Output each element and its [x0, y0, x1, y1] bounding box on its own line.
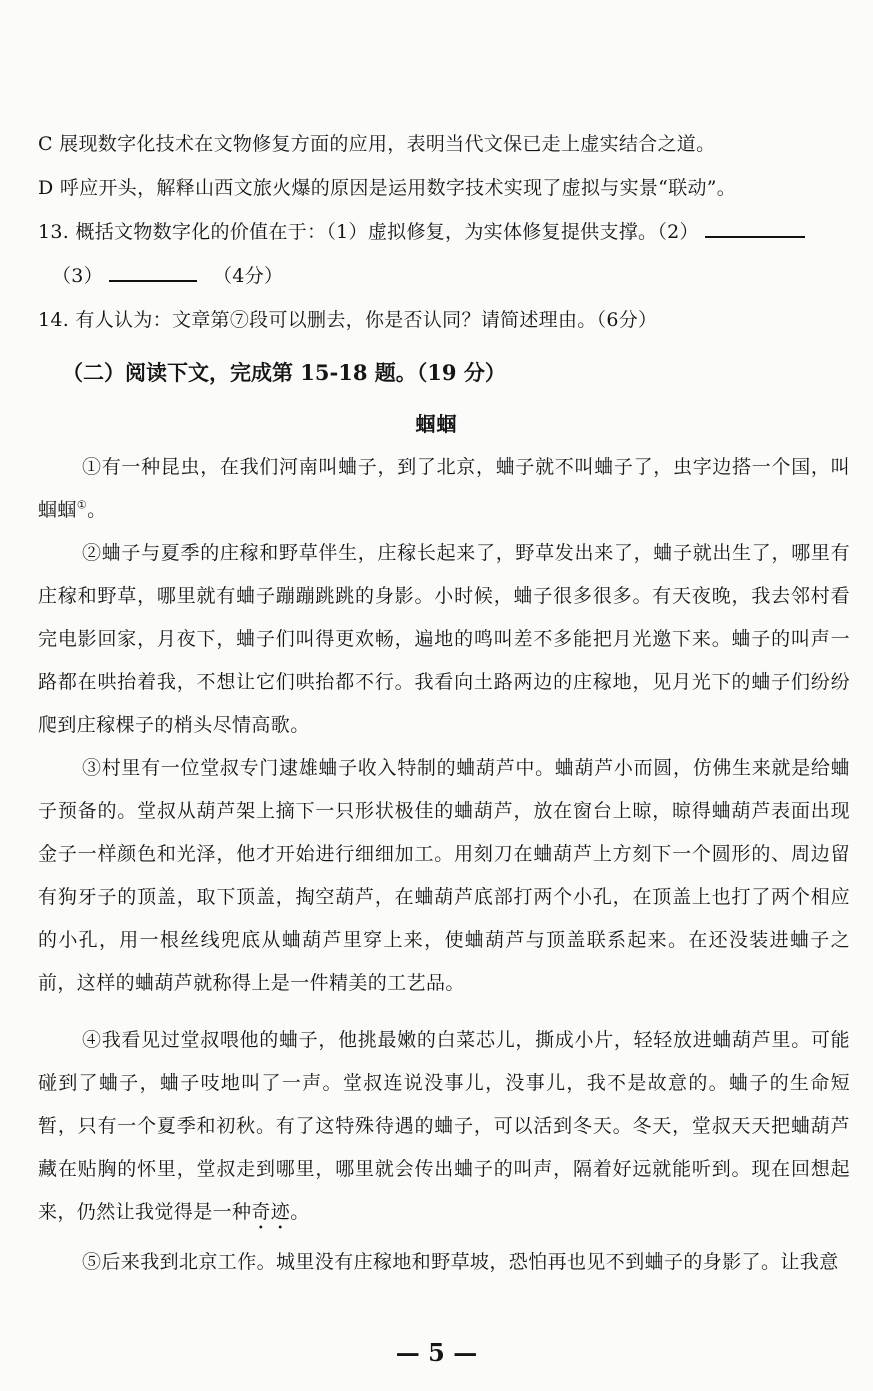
page-number: — 5 — — [395, 1338, 478, 1367]
paragraph-1-end: 。 — [87, 499, 107, 521]
paragraph-4-end: 。 — [290, 1201, 310, 1223]
paragraph-1 — [38, 446, 850, 532]
emphasized-word: 奇迹 — [251, 1201, 291, 1223]
answer-blank-2 — [705, 220, 805, 238]
paragraph-4 — [38, 1019, 850, 1234]
answer-blank-3 — [109, 264, 197, 282]
paragraph-1-text: ①有一种昆虫，在我们河南叫蛐子，到了北京，蛐子就不叫蛐子了，虫字边搭一个国，叫蝈蝈 — [38, 456, 850, 521]
option-c: C 展现数字化技术在文物修复方面的应用，表明当代文保已走上虚实结合之道。 — [38, 133, 716, 155]
paragraph-3: ③村里有一位堂叔专门逮雄蛐子收入特制的蛐葫芦中。蛐葫芦小而圆，仿佛生来就是给蛐子预备的。堂叔从葫芦架上摘下一只形状极佳的蛐葫芦，放在窗台上晾，晾得蛐葫芦表面出现金子一样颜色和光泽，他才开始进行细细加工。用刻刀在蛐葫芦上方刻下一个圆形的、周边留有狗牙子的顶盖，取下顶盖，掏空葫芦，在蛐葫芦底部打两个小孔，在顶盖上也打了两个相应的小孔，用一根丝线兜底从蛐葫芦里穿上来，使蛐葫芦与顶盖联系起来。在还没装进蛐子之前，这样的蛐葫芦就称得上是一件精美的工艺品。 — [38, 757, 850, 994]
question-13-continued — [52, 264, 283, 288]
paragraph-2: ②蛐子与夏季的庄稼和野草伴生，庄稼长起来了，野草发出来了，蛐子就出生了，哪里有庄稼和野草，哪里就有蛐子蹦蹦跳跳的身影。小时候，蛐子很多很多。有天夜晚，我去邻村看完电影回家，月夜下，蛐子们叫得更欢畅，遍地的鸣叫差不多能把月光邀下来。蛐子的叫声一路都在哄抬着我，不想让它们哄抬都不行。我看向土路两边的庄稼地，见月光下的蛐子们纷纷爬到庄稼棵子的梢头尽情高歌。 — [38, 542, 850, 736]
article-title: 蝈蝈 — [415, 412, 458, 436]
section-header: （二）阅读下文，完成第 15-18 题。（19 分） — [62, 360, 506, 385]
question-13-points: （4分） — [213, 265, 284, 287]
question-13-text: 13. 概括文物数字化的价值在于：（1）虚拟修复，为实体修复提供支撑。（2） — [38, 221, 699, 243]
question-13 — [38, 220, 811, 244]
question-13-item3-label: （3） — [52, 265, 103, 287]
footnote-marker: ① — [76, 498, 88, 512]
paragraph-5: ⑤后来我到北京工作。城里没有庄稼地和野草坡，恐怕再也见不到蛐子的身影了。让我意 — [82, 1251, 839, 1273]
option-d: D 呼应开头，解释山西文旅火爆的原因是运用数字技术实现了虚拟与实景“联动”。 — [38, 177, 737, 199]
question-14: 14. 有人认为：文章第⑦段可以删去，你是否认同？请简述理由。（6分） — [38, 309, 658, 331]
paragraph-4-text: ④我看见过堂叔喂他的蛐子，他挑最嫩的白菜芯儿，撕成小片，轻轻放进蛐葫芦里。可能碰到了蛐子，蛐子吱地叫了一声。堂叔连说没事儿，没事儿，我不是故意的。蛐子的生命短暂，只有一个夏季和初秋。有了这特殊待遇的蛐子，可以活到冬天。冬天，堂叔天天把蛐葫芦藏在贴胸的怀里，堂叔走到哪里，哪里就会传出蛐子的叫声，隔着好远就能听到。现在回想起来，仍然让我觉得是一种 — [38, 1029, 850, 1223]
